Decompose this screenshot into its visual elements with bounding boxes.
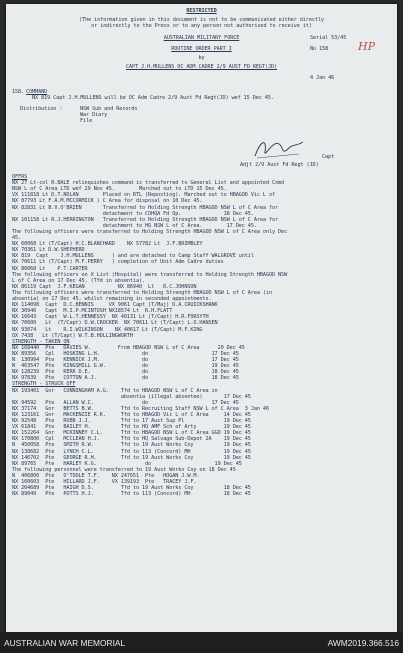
- distribution-item: NSW Sub and Records: [80, 106, 138, 112]
- order-line: NX 70600 Lt (T/Capt) D.W.CROCKER NX 70611 Lt (T/Capt) L.O.HANSEN: [12, 320, 218, 327]
- order-line: NX 89765 Pte HARLEY K.G. do 19 Dec 45: [12, 460, 242, 467]
- order-line: NX 128239 Pte KERR D.E. do 18 Dec 45: [12, 369, 239, 376]
- order-line: NX 27 Lt-col R.BALE relinquishes command is transferred to General List and appointed Comd: [12, 180, 285, 187]
- notice-line-2: or indirectly to the Press or to any person not authorised to receive it): [91, 23, 312, 29]
- order-line: NX 30946 Capt M.I.P.MCINTOSH NX18574 Lt R.H.FLATT: [12, 308, 173, 315]
- footer-institution: AUSTRALIAN WAR MEMORIAL: [4, 638, 126, 648]
- order-line: N 450058 Pte SMITH R.W. Tfd to 19 Aust Works Coy 19 Dec 45: [12, 442, 251, 449]
- order-line: NX 97839 Pte COTTON A.J. do 18 Dec 45: [12, 375, 239, 382]
- order-line: NX 94592 Pte ALLAN W.C. do 17 Dec 45: [12, 399, 239, 406]
- order-line: N 130994 Pte KENNICK J.M. do 17 Dec 45: [12, 357, 239, 363]
- order-line: NX 86068 Lt P.T.CARTER: [12, 265, 88, 272]
- order-line: NX 160603 Pte HILLARD J.F. VX 139193 Pte TRACEY J.F.: [12, 479, 197, 485]
- order-line: absentia) on 17 Dec 45, whilst remaining in seconded appointments.: [12, 296, 212, 302]
- footer-reference: AWM2019.366.516: [327, 638, 399, 648]
- order-line: VX 61841 Pte BAILEY H. Tfd to HQ AMF Sch of Arty 19 Dec 45: [12, 424, 251, 431]
- order-line: NSW L of C Area LTD wef 29 Nov 45. Marched out to LTD 15 Dec 45.: [12, 186, 227, 193]
- archive-footer: [0, 632, 403, 653]
- order-line: NX 92548 Pte ROBB J.J. Tfd to 17 Aust Sup Pl 19 Dec 45: [12, 418, 251, 424]
- distribution-item: War Diary: [80, 112, 108, 118]
- order-line: NX 101158 Lt R.J.HERRINGTON Transferred to Holding Strength HBAGOD NSW L of C Area for: [12, 216, 279, 223]
- red-stamp: HP: [358, 40, 375, 53]
- order-line: NX 152264 Gnr MCKINNEY C.L. Tfd to HBAGOD NSW L of C Area GGD 19 Dec 45: [12, 430, 251, 437]
- serial-number: Serial 53/45: [310, 35, 347, 41]
- order-by-name: CAPT J.H.MULLENS OC ADM CADRE 2/9 AUST FD REGT(JD): [125, 64, 278, 70]
- order-line: The following personnel were transferred to 19 Aust Works Coy on 18 Dec 45: [12, 466, 236, 473]
- order-title: ROUTINE ORDER PART I: [171, 46, 232, 52]
- force-heading: AUSTRALIAN MILITARY FORCE: [163, 35, 240, 41]
- order-line: NX 37174 Gnr BETTS B.W. Tfd to Recruiting Staff NSW L of C Area 3 Jan 46: [12, 405, 269, 412]
- order-line: NX 138682 Pte LYNCH C.L. Tfd to 113 (Concord) MH 19 Dec 45: [12, 448, 251, 455]
- para-number: 158.: [12, 89, 25, 95]
- order-line: N 463547 Pte KINGSMILL G.W. do 19 Dec 45: [12, 363, 239, 370]
- order-line: The following officers were transferred to Holding Strength HBAGOD NSW L of C Area only Dec: [12, 228, 288, 235]
- order-line: STRENGTH - STRUCK OFF: [12, 381, 76, 388]
- order-line: NX 170800 Cpl MCCLEAN H.J. Tfd to HQ Salvage Sub-Depot 2A 19 Dec 45: [12, 436, 251, 443]
- restricted-heading: RESTRICTED: [186, 8, 217, 14]
- signature-appointment: Adjt 2/9 Aust Fd Regt (JD): [240, 162, 319, 168]
- order-line: NX 89356 Cpl HOSKING L.H. do 17 Dec 45: [12, 350, 239, 357]
- order-line: STRENGTH - TAKEN ON: [12, 338, 70, 345]
- order-line: NX 86119 Capt J.F.KEGAN NX 86940 Lt R.C.JOHNSON: [12, 283, 197, 290]
- distribution-item: File: [80, 118, 93, 124]
- order-line: NX 193401 Gnr CUNNINGHAM A.G. Tfd to HBAGOD NSW L of C Area in: [12, 387, 218, 394]
- order-line: NX 819 Capt J.H.MULLENS ) and are detached to Camp Staff WALGROVE until: [12, 253, 254, 260]
- para-heading: COMMAND: [26, 89, 48, 95]
- para-text: NX 819 Capt J.H.MULLENS will be OC Adm Cadre 2/9 Aust Fd Regt(JD) wef 15 Dec 45.: [32, 95, 274, 101]
- order-line: NX 89049 Pte POTTS H.J. Tfd to 113 (Concord) MH 18 Dec 45: [12, 491, 251, 498]
- order-line: NX 93074 Lt R.I.WILKINSON NX 40617 Lt (T/Capt) M.F.KING: [12, 326, 203, 333]
- order-line: NX 70611 Lt (T/Capt) M.F.PERRY ) completion of Unit Adm Cadre duties: [12, 259, 224, 266]
- document-sheet: [6, 4, 397, 632]
- order-line: N 406800 Pte O'TOOLE T.F. NX 247651 Pte HOGAN J.W.M.: [12, 472, 200, 479]
- order-line: The following officers on X List (Hospital) were transferred to Holding Strength HBAGOD NSW: [12, 271, 288, 278]
- order-line: NX 204689 Pte HAIGH D.S. Tfd to 19 Aust Works Coy 18 Dec 45: [12, 485, 251, 492]
- order-line: NX 168440 Pte DAVIES W. From HBAGOD NSW L of C Area 20 Dec 45: [12, 344, 245, 351]
- order-line: VX 111818 Lt D.T.NOLAN Placed on RTL (Reposting). Marched out to HBAGOD Vic L of: [12, 192, 276, 199]
- order-line: absentia (illegal absentee) 17 Dec 45: [12, 393, 251, 400]
- distribution-label: Distribution :: [20, 106, 63, 112]
- notice-line-1: (The information given in this document is not to be communicated either directly: [79, 17, 324, 23]
- signature-rank: Capt: [322, 154, 335, 160]
- order-line: OFFRS: [12, 174, 28, 180]
- order-line: NX 114098 Capt D.C.BENNIS VX 9061 Capt (T/Maj) D.A.CRUICKSHANK: [12, 302, 218, 309]
- order-line: NX 60068 Lt (T/Capt) H.C.BLANCHARD NX 57782 Lt J.F.BRIMBLEY: [12, 241, 203, 248]
- order-line: The following officers were transferred to Holding Strength HBAGOD NSW L of C Area (in: [12, 289, 272, 296]
- order-line: NX 70361 Lt D.W.SHEPHERD: [12, 247, 85, 254]
- order-line: detachment to COHQA Fd Op. 18 Dec 45.: [12, 210, 254, 217]
- signature: [251, 134, 306, 162]
- order-line: NX 82831 Lt B.V.O'BRIEN Transferred to Holding Strength HBAGOD NSW L of C Area for: [12, 204, 279, 211]
- order-line: detachment to HQ NSW L of C Area. 17 Dec 45.: [12, 222, 257, 229]
- order-line: NX 16643 Capt W.L.T.HENNESSY NX 40131 Lt (T/Capt) H.R.FORSYTH: [12, 314, 209, 321]
- order-line: 45.: [12, 235, 22, 241]
- order-number: No 158: [310, 46, 329, 52]
- order-line: L of C Area on 17 Dec 45. (Tfd in absentia).: [12, 277, 146, 284]
- order-line: QX 7438 Lt (T/Capt) W.T.B.HOLLINGWORTH: [12, 332, 133, 339]
- order-by: by: [198, 55, 205, 61]
- order-line: NX 87793 Lt F.A.M.MCCORMICK ) C Area for disposal on 10 Dec 45.: [12, 198, 203, 205]
- order-line: NX 123161 Gnr MACKENZIE R.K. Tfd to HBAGOD Vic L of C Area 14 Dec 45: [12, 411, 251, 418]
- order-line: NX 146702 Pte GEORGE R.H. Tfd to 19 Aust Works Coy 19 Dec 45: [12, 454, 251, 461]
- order-date: 4 Jan 46: [310, 75, 335, 81]
